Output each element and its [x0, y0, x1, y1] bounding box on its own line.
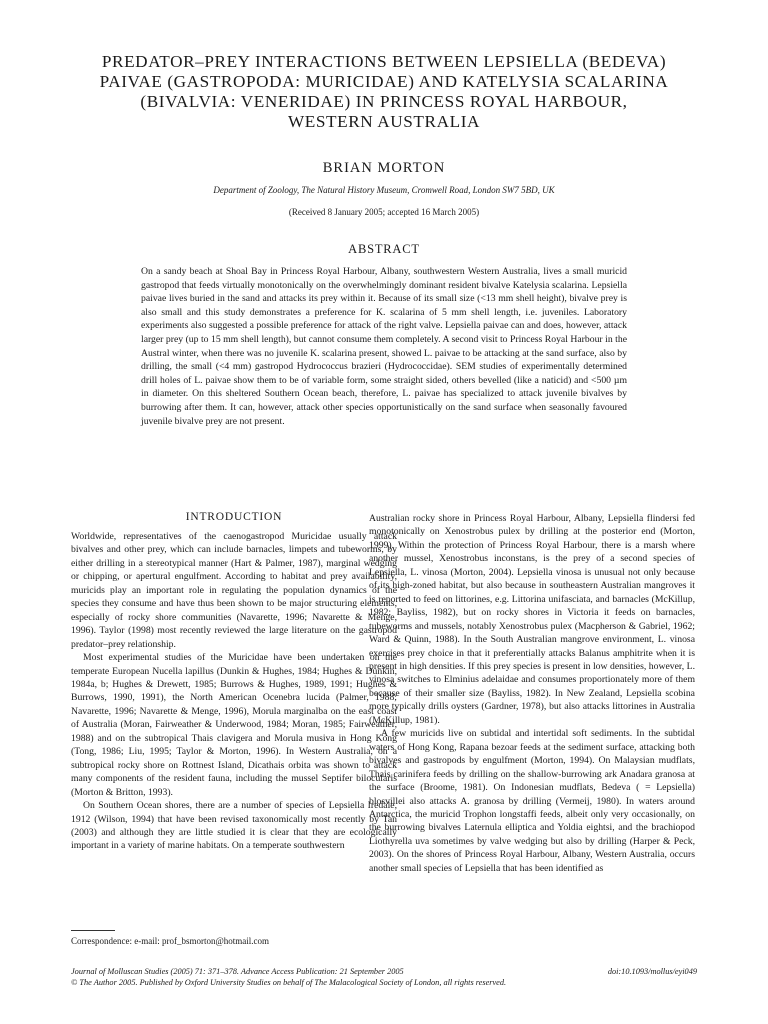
- title-line: (BIVALVIA: VENERIDAE) IN PRINCESS ROYAL HARBOUR,: [140, 92, 628, 111]
- page-footer: [71, 966, 697, 988]
- copyright-notice: © The Author 2005. Published by Oxford University Studies on behalf of The Malacological Society of London, all rights reserved.: [71, 978, 507, 987]
- title-line: PREDATOR–PREY INTERACTIONS BETWEEN LEPSIELLA (BEDEVA): [101, 52, 667, 71]
- body-paragraph: Australian rocky shore in Princess Royal Harbour, Albany, Lepsiella flindersi fed monotonically on Xenostrobus pulex by drilling at the posterior end (Morton, 1999). Within the protection of Princess Royal Harbour, there is a marsh where another mussel, Xenostrobus inconstans, is the prey of a second species of Lepsiella, L. vinosa (Morton, 2004). Lepsiella vinosa is unusual not only because of its high-zoned habitat, but also because in southeastern Australian mangroves it is reported to feed on littorines, e.g. Littorina unifasciata, and barnacles (McKillup, 1982; Bayliss, 1982), but on rocky shores in Victoria it feeds on barnacles, tubeworms and mussels, notably Xenostrobus pulex (Macpherson & Gabriel, 1962; Ward & Quinn, 1988). In the South Australian mangrove environment, L. vinosa exercises prey choice in that it preferentially attacks Balanus amphitrite when it is present in high densities. If this prey species is present in low densities, however, L. vinosa switches to Elminius adelaidae and consumes proportionately more of them because of their smaller size (Bayliss, 1982). In New Zealand, Lepsiella scobina more typically drills oysters (Gardner, 1978), but also attacks littorines in Australia (McKillup, 1981).: [369, 513, 695, 726]
- abstract-text: On a sandy beach at Shoal Bay in Princess Royal Harbour, Albany, southwestern Western Australia, lives a small muricid gastropod that feeds virtually monotonically on the overwhelmingly dominant resident bivalve Katelysia scalarina. Lepsiella paivae lives buried in the sand and attacks its prey within it. Because of its small size (<13 mm shell height), bivalve prey is also small and this study demonstrates a preference for K. scalarina of 5 mm shell length, i.e. juveniles. Laboratory experiments also suggested a possible preference for attack of the right valve. Lepsiella paivae can and does, however, attack larger prey (up to 15 mm shell length), but cannot consume them completely. A second visit to Princess Royal Harbour in the Austral winter, when there was no juvenile K. scalarina present, showed L. paivae to be attacking at the sand surface, also by drilling, the small (<4 mm) gastropod Hydrococcus brazieri (Hydrococcidae). SEM studies of experimentally determined drill holes of L. paivae show them to be of variable form, some straight sided, others bevelled (like a naticid) and <500 µm in diameter. On this sheltered Southern Ocean beach, therefore, L. paivae has specialized to attack juvenile bivalves by burrowing after them. It can, however, attack other species opportunistically on the sand surface when seasonally favoured juvenile bivalve prey are not present.: [141, 266, 627, 427]
- journal-citation: Journal of Molluscan Studies (2005) 71: 371–378. Advance Access Publication: 21 September 2005: [71, 967, 404, 976]
- body-paragraph: Worldwide, representatives of the caenogastropod Muricidae usually attack bivalves and other prey, which can include barnacles, limpets and tubeworms, by either drilling in a stereotypical manner (Hart & Palmer, 1987), marginal wedging or chipping, or apertural engulfment. According to habitat and prey availability, muricids play an important role in regulating the population dynamics of the species they consume and have thus been shown to be major structuring elements, especially of rocky shore communities (Navarette, 1996; Navarette & Menge, 1996). Taylor (1998) most recently reviewed the large literature on the gastropod predator–prey relationship.: [71, 531, 397, 650]
- author-affiliation: Department of Zoology, The Natural History Museum, Cromwell Road, London SW7 5BD, UK: [213, 185, 555, 195]
- correspondence-note: Correspondence: e-mail: prof_bsmorton@hotmail.com: [71, 936, 269, 946]
- received-dates: (Received 8 January 2005; accepted 16 March 2005): [288, 207, 480, 217]
- doi-link[interactable]: doi:10.1093/mollus/eyi049: [607, 967, 697, 976]
- abstract-heading: ABSTRACT: [348, 242, 420, 256]
- body-paragraph: A few muricids live on subtidal and intertidal soft sediments. In the subtidal waters of Hong Kong, Rapana bezoar feeds at the sediment surface, attacking both bivalves and gastropods by engulfment (Morton, 1994). On Malaysian mudflats, Thais carinifera feeds by drilling on the shallow-burrowing ark Anadara granosa at the surface (Broome, 1981). On Indonesian mudflats, Bedeva ( = Lepsiella) blosvillei also attacks A. granosa by drilling (Vermeij, 1980). In waters around Antarctica, the muricid Trophon longstaffi feeds, albeit only very occasionally, on the burrowing bivalves Laternula elliptica and Yoldia eightsi, and the brachiopod Liothyrella uva sometimes by valve wedging but also by drilling (Harper & Peck, 2003). On the shores of Princess Royal Harbour, Albany, Western Australia, occurs another small species of Lepsiella that has been identified as: [369, 728, 695, 874]
- author-name: BRIAN MORTON: [322, 160, 446, 176]
- left-column: [71, 510, 397, 853]
- introduction-heading: INTRODUCTION: [185, 511, 283, 523]
- title-line: WESTERN AUSTRALIA: [287, 112, 481, 131]
- footnote-rule: [71, 930, 115, 931]
- paper-title: [40, 52, 728, 132]
- body-paragraph: Most experimental studies of the Muricidae have been undertaken on the temperate European Nucella lapillus (Dunkin & Hughes, 1984; Hughes & Dunkin, 1984a, b; Hughes & Drewett, 1985; Burrows & Hughes, 1989, 1991; Hughes & Burrows, 1990, 1991), the North American Ocenebra lucida (Palmer, 1988; Navarette, 1996; Navarette & Menge, 1996), Morula marginalba on the east coast of Australia (Moran, Fairweather & Underwood, 1984; Moran, 1985; Fairweather, 1988) and on the subtropical Thais clavigera and Morula musiva in Hong Kong (Tong, 1986; Liu, 1995; Taylor & Morton, 1996). In Western Australia, on a subtropical rocky shore on Rottnest Island, Dicathais orbita was shown to attack many components of the resident fauna, including the mussel Septifer bilocularis (Morton & Britton, 1993).: [71, 652, 397, 798]
- right-column: [369, 512, 695, 875]
- body-paragraph: On Southern Ocean shores, there are a number of species of Lepsiella Iredale, 1912 (Wilson, 1994) that have been revised taxonomically most recently by Tan (2003) and although they are little studied it is clear that they are ecologically important in a variety of marine habitats. On a temperate southwestern: [71, 800, 397, 852]
- title-line: PAIVAE (GASTROPODA: MURICIDAE) AND KATELYSIA SCALARINA: [99, 72, 669, 91]
